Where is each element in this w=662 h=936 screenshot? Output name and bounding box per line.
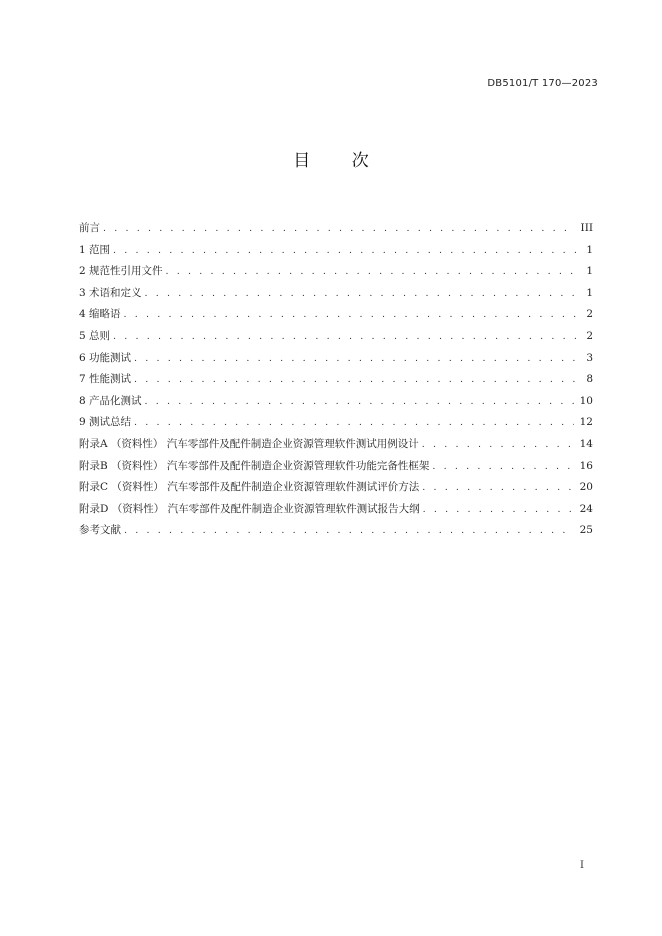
toc-entry-page: 8: [586, 373, 593, 386]
toc-entry-appendix-b[interactable]: [79, 456, 593, 478]
toc-dot-leader: [134, 348, 580, 370]
toc-entry-label: 9 测试总结: [79, 416, 132, 429]
toc-entry-label: 参考文献: [79, 524, 121, 537]
toc-entry-page: 2: [586, 308, 593, 321]
toc-entry-page: 1: [586, 265, 593, 278]
toc-entry-appendix-c[interactable]: [79, 477, 593, 499]
toc-entry-page: III: [580, 222, 593, 234]
toc-dot-leader: [134, 369, 580, 391]
toc-entry-page: 20: [579, 481, 593, 494]
toc-entry-normative-references[interactable]: [79, 261, 593, 283]
toc-dot-leader: [124, 304, 581, 326]
toc-entry-productization-test[interactable]: [79, 391, 593, 413]
toc-entry-page: 12: [579, 416, 593, 429]
toc-dot-leader: [166, 261, 581, 283]
toc-entry-test-summary[interactable]: [79, 412, 593, 434]
toc-dot-leader: [422, 477, 573, 499]
page-title: 目 次: [293, 151, 387, 171]
toc-entry-terms-definitions[interactable]: [79, 283, 593, 305]
toc-entry-functional-test[interactable]: [79, 348, 593, 370]
toc-dot-leader: [113, 326, 580, 348]
toc-entry-page: 10: [579, 394, 593, 407]
toc-dot-leader: [124, 520, 574, 542]
toc-entry-scope[interactable]: [79, 240, 593, 262]
toc-entry-appendix-a[interactable]: [79, 434, 593, 456]
toc-entry-bibliography[interactable]: [79, 520, 593, 542]
toc-entry-label: 4 缩略语: [79, 308, 121, 321]
toc-entry-label: 附录C （资料性） 汽车零部件及配件制造企业资源管理软件测试评价方法: [79, 481, 420, 494]
toc-entry-page: 1: [586, 243, 593, 256]
toc-entry-page: 16: [579, 459, 593, 472]
toc-dot-leader: [145, 283, 581, 305]
toc-entry-label: 前言: [79, 222, 100, 234]
toc-dot-leader: [423, 499, 574, 521]
toc-entry-label: 附录B （资料性） 汽车零部件及配件制造企业资源管理软件功能完备性框架: [79, 459, 430, 472]
toc-entry-page: 25: [579, 524, 593, 537]
table-of-contents: [79, 218, 593, 542]
page-number: I: [580, 860, 584, 871]
toc-entry-page: 2: [586, 329, 593, 342]
toc-dot-leader: [113, 240, 580, 262]
toc-entry-page: 3: [586, 351, 593, 364]
toc-entry-label: 5 总则: [79, 329, 111, 342]
toc-entry-page: 24: [579, 502, 593, 515]
toc-entry-label: 8 产品化测试: [79, 394, 142, 407]
toc-entry-label: 1 范围: [79, 243, 111, 256]
toc-entry-performance-test[interactable]: [79, 369, 593, 391]
toc-entry-label: 3 术语和定义: [79, 286, 142, 299]
toc-entry-page: 1: [586, 286, 593, 299]
toc-entry-label: 6 功能测试: [79, 351, 132, 364]
toc-entry-label: 7 性能测试: [79, 373, 132, 386]
toc-dot-leader: [103, 218, 575, 240]
toc-entry-label: 2 规范性引用文件: [79, 265, 163, 278]
toc-entry-abbreviations[interactable]: [79, 304, 593, 326]
toc-dot-leader: [432, 456, 573, 478]
toc-entry-preface[interactable]: [79, 218, 593, 240]
toc-entry-page: 14: [579, 437, 593, 450]
toc-entry-appendix-d[interactable]: [79, 499, 593, 521]
toc-entry-label: 附录D （资料性） 汽车零部件及配件制造企业资源管理软件测试报告大纲: [79, 502, 420, 515]
document-code: DB5101/T 170—2023: [487, 78, 598, 89]
toc-dot-leader: [134, 412, 574, 434]
toc-dot-leader: [145, 391, 574, 413]
toc-dot-leader: [422, 434, 574, 456]
toc-entry-general[interactable]: [79, 326, 593, 348]
toc-entry-label: 附录A （资料性） 汽车零部件及配件制造企业资源管理软件测试用例设计: [79, 437, 419, 450]
